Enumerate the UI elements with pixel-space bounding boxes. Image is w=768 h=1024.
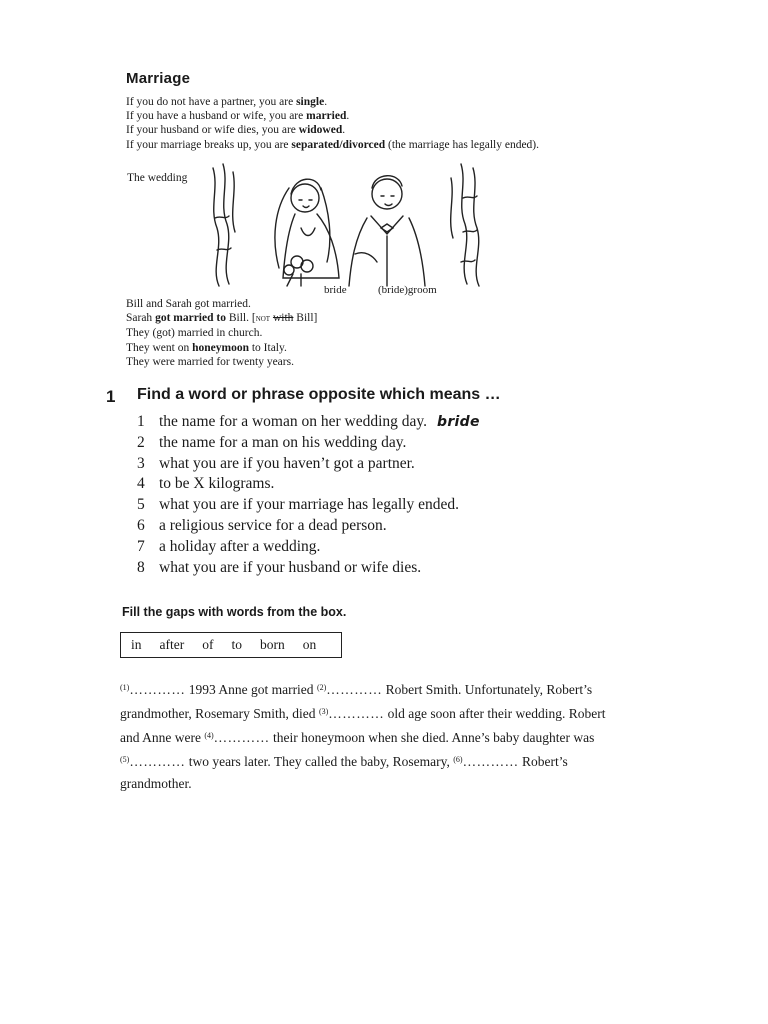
box-word: on: [302, 637, 317, 652]
example-line: Sarah got married to Bill. [not with Bill]: [126, 312, 318, 325]
definition-married: If you have a husband or wife, you are married.: [126, 110, 350, 123]
box-word: after: [159, 637, 185, 652]
passage-line: grandmother.: [120, 776, 192, 791]
list-item: 1 the name for a woman on her wedding day. bride: [137, 413, 480, 430]
word-box: [120, 632, 342, 658]
gap-5[interactable]: $^{(5)}$…………: [120, 754, 186, 769]
gap-fill-passage: [120, 677, 720, 795]
list-item: 7 a holiday after a wedding.: [137, 537, 321, 555]
box-word: to: [231, 637, 243, 652]
exercise-1-title: Find a word or phrase opposite which means …: [137, 386, 501, 403]
list-item: 4 to be X kilograms.: [137, 475, 275, 493]
definition-widowed: If your husband or wife dies, you are widowed.: [126, 124, 346, 137]
section-title: Marriage: [126, 70, 191, 87]
gap-1[interactable]: $^{(1)}$…………: [120, 682, 186, 697]
exercise-number: 1: [106, 387, 116, 406]
example-line: They went on honeymoon to Italy.: [126, 341, 287, 354]
passage-line: grandmother, Rosemary Smith, died $^{(3)}$………… old age soon after their wedding. Robert: [120, 706, 606, 721]
wedding-label: The wedding: [127, 172, 188, 184]
wedding-illustration: [205, 158, 493, 290]
exercise-2-title: Fill the gaps with words from the box.: [122, 605, 347, 619]
definition-divorced: If your marriage breaks up, you are separated/divorced (the marriage has legally ended).: [126, 138, 540, 151]
definition-single: If you do not have a partner, you are single.: [126, 96, 328, 108]
wedding-examples: [126, 297, 317, 369]
gap-6[interactable]: $^{(6)}$…………: [453, 754, 519, 769]
passage-line: $^{(5)}$………… two years later. They called the baby, Rosemary, $^{(6)}$………… Robert’s: [120, 754, 568, 769]
box-word: in: [131, 637, 142, 652]
box-word: born: [260, 637, 285, 652]
bride-label: bride: [324, 284, 347, 296]
list-item: 6 a religious service for a dead person.: [137, 516, 387, 534]
list-item: 8 what you are if your husband or wife dies.: [137, 558, 422, 576]
example-line: Bill and Sarah got married.: [126, 298, 251, 310]
handwritten-answer: bride: [437, 414, 480, 430]
gap-3[interactable]: $^{(3)}$…………: [318, 706, 385, 721]
exercise-1-list: [137, 412, 480, 578]
list-item: 3 what you are if you haven’t got a partner.: [137, 454, 415, 472]
list-item: 5 what you are if your marriage has legally ended.: [137, 496, 459, 514]
passage-line: and Anne were $^{(4)}$………… their honeymoon when she died. Anne’s baby daughter was: [120, 730, 595, 745]
passage-line: $^{(1)}$………… 1993 Anne got married $^{(2)}$………… Robert Smith. Unfortunately, Robert’s: [120, 682, 593, 697]
gap-2[interactable]: $^{(2)}$…………: [316, 682, 383, 697]
groom-label: (bride)groom: [378, 284, 437, 296]
gap-4[interactable]: $^{(4)}$…………: [204, 730, 270, 745]
list-item: 2 the name for a man on his wedding day.: [137, 433, 407, 451]
marital-status-definitions: [126, 95, 539, 152]
example-line: They (got) married in church.: [126, 327, 263, 340]
example-line: They were married for twenty years.: [126, 355, 294, 368]
box-word: of: [202, 637, 214, 652]
